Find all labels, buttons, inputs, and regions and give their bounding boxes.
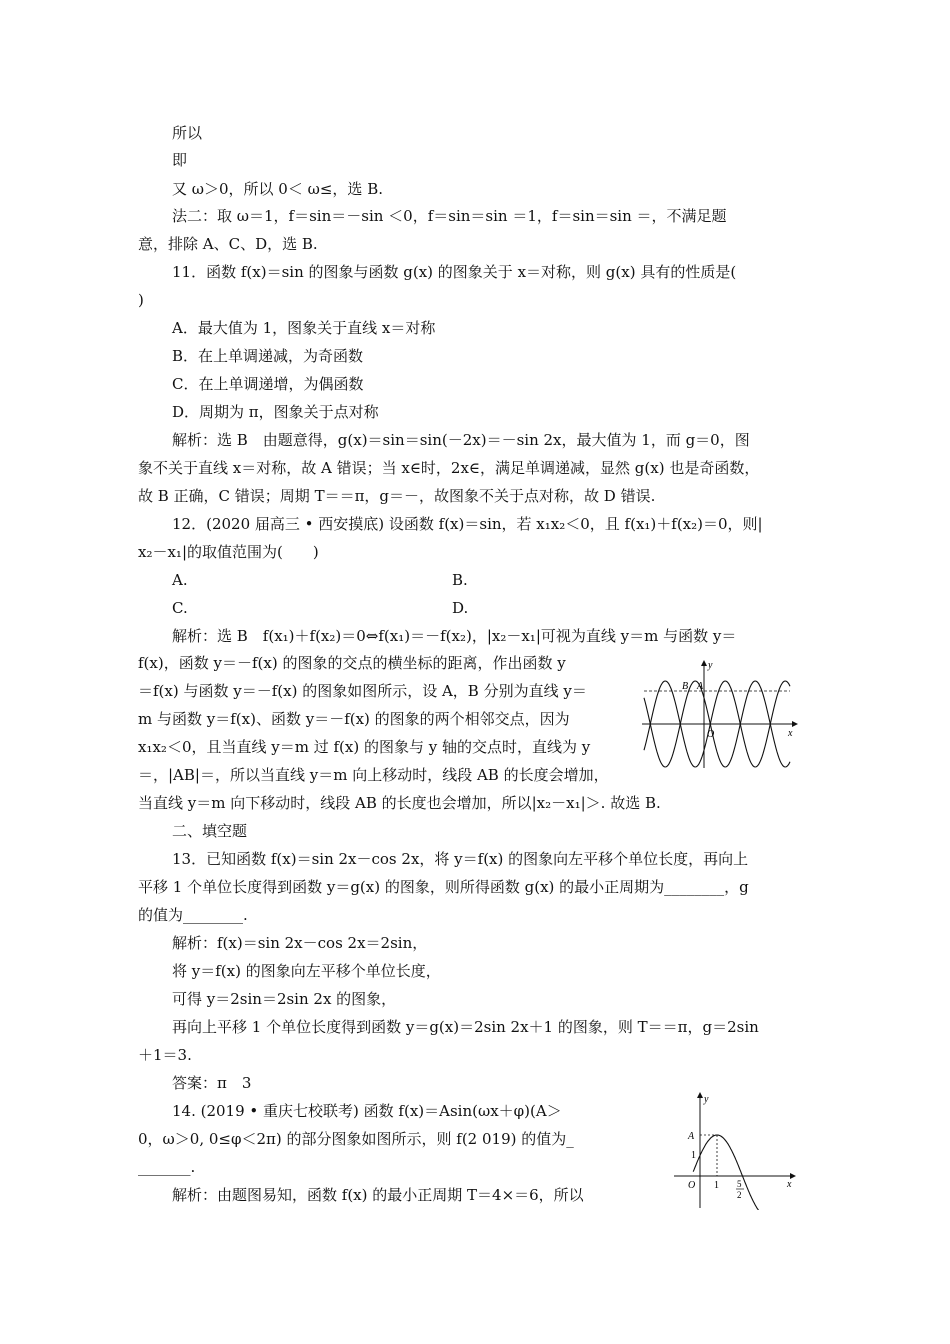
text-line: 解析：选 B 由题意得，g(x)＝sin＝sin(－2x)＝－sin 2x，最大值为 1，而 g＝0，图 <box>172 431 750 449</box>
fraction-denominator: 2 <box>737 1190 742 1200</box>
text-line: 解析：由题图易知，函数 f(x) 的最小正周期 T＝4×＝6，所以 <box>172 1186 584 1204</box>
text-line: 0，ω＞0, 0≤φ＜2π) 的部分图象如图所示，则 f(2 019) 的值为_ <box>138 1130 574 1148</box>
text-line: 13．已知函数 f(x)＝sin 2x－cos 2x，将 y＝f(x) 的图象向左平移个单位长度，再向上 <box>172 850 749 868</box>
curve-a-sin <box>693 1135 773 1210</box>
text-line: f(x)，函数 y＝－f(x) 的图象的交点的横坐标的距离，作出函数 y <box>138 654 566 672</box>
origin-label: O <box>707 729 715 740</box>
text-line: ＝，|AB|＝，所以当直线 y＝m 向上移动时，线段 AB 的长度会增加， <box>138 766 609 784</box>
text-line: 12．(2020 届高三 • 西安摸底) 设函数 f(x)＝sin，若 x₁x₂＜0，且 f(x₁)＋f(x₂)＝0，则| <box>172 515 763 533</box>
text-line: 当直线 y＝m 向下移动时，线段 AB 的长度也会增加，所以|x₂－x₁|＞. 故选 B. <box>138 794 661 812</box>
text-line: m 与函数 y＝f(x)、函数 y＝－f(x) 的图象的两个相邻交点，因为 <box>138 710 570 728</box>
text-line: 法二：取 ω＝1，f＝sin＝－sin ＜0，f＝sin＝sin ＝1，f＝sin＝sin ＝，不满足题 <box>172 207 727 225</box>
text-line: 象不关于直线 x＝对称，故 A 错误；当 x∈时，2x∈，满足单调递减，显然 g(x) 也是奇函数， <box>138 459 760 477</box>
text-line: D. <box>452 599 469 617</box>
text-line: 将 y＝f(x) 的图象向左平移个单位长度， <box>172 962 441 980</box>
text-line: 解析：f(x)＝sin 2x－cos 2x＝2sin， <box>172 934 428 952</box>
figure-sine-intersections <box>640 658 800 770</box>
text-line: 解析：选 B f(x₁)＋f(x₂)＝0⇔f(x₁)＝－f(x₂)，|x₂－x₁|可视为直线 y＝m 与函数 y＝ <box>172 627 737 645</box>
text-line: 意，排除 A、C、D，选 B. <box>138 235 318 253</box>
fraction-numerator: 5 <box>737 1179 742 1189</box>
text-line: 11．函数 f(x)＝sin 的图象与函数 g(x) 的图象关于 x＝对称，则 g(x) 具有的性质是( <box>172 263 737 281</box>
point-a-label: A <box>697 681 704 692</box>
text-line: 可得 y＝2sin＝2sin 2x 的图象， <box>172 990 397 1008</box>
text-line: x₁x₂＜0，且当直线 y＝m 过 f(x) 的图象与 y 轴的交点时，直线为 y <box>138 738 591 756</box>
text-line: _______. <box>138 1158 196 1176</box>
text-line: x₂－x₁|的取值范围为( ) <box>138 543 319 561</box>
amplitude-label: A <box>688 1131 695 1142</box>
y-one-label: 1 <box>691 1150 696 1161</box>
text-line: B. <box>452 571 468 589</box>
y-axis-arrow <box>701 660 707 666</box>
origin-label: O <box>688 1180 696 1191</box>
text-line: 又 ω＞0，所以 0＜ ω≤，选 B. <box>172 180 383 198</box>
text-line: A．最大值为 1，图象关于直线 x＝对称 <box>172 319 436 337</box>
text-line: 故 B 正确，C 错误；周期 T＝＝π，g＝－，故图象不关于点对称，故 D 错误. <box>138 487 656 505</box>
x-axis-arrow <box>792 721 798 727</box>
text-line: ＋1＝3. <box>138 1046 192 1064</box>
text-line: ) <box>138 291 144 309</box>
text-line: 平移 1 个单位长度得到函数 y＝g(x) 的图象，则所得函数 g(x) 的最小正周期为________，g <box>138 878 749 896</box>
figure-partial-sine-graph <box>670 1090 800 1210</box>
point-b-label: B <box>682 681 689 692</box>
x-axis-label: x <box>787 1179 792 1190</box>
text-line: 二、填空题 <box>172 822 248 840</box>
text-line: D．周期为 π，图象关于点对称 <box>172 403 379 421</box>
y-axis-arrow <box>697 1092 703 1098</box>
text-line: 再向上平移 1 个单位长度得到函数 y＝g(x)＝2sin 2x＋1 的图象，则 T＝＝π，g＝2sin <box>172 1018 759 1036</box>
x-one-label: 1 <box>714 1180 719 1191</box>
y-axis-label: y <box>704 1094 709 1105</box>
text-line: C. <box>172 599 188 617</box>
text-line: 的值为________. <box>138 906 248 924</box>
text-line: B．在上单调递减，为奇函数 <box>172 347 364 365</box>
text-line: ＝f(x) 与函数 y＝－f(x) 的图象如图所示，设 A，B 分别为直线 y＝ <box>138 682 587 700</box>
y-axis-label: y <box>708 660 713 671</box>
text-line: 即 <box>172 151 188 169</box>
text-line: 所以 <box>172 124 203 142</box>
text-line: 答案：π 3 <box>172 1074 252 1092</box>
text-line: C．在上单调递增，为偶函数 <box>172 375 364 393</box>
text-line: 14. (2019 • 重庆七校联考) 函数 f(x)＝Asin(ωx＋φ)(A＞ <box>172 1102 562 1120</box>
x-axis-label: x <box>788 728 793 739</box>
text-line: A. <box>172 571 188 589</box>
